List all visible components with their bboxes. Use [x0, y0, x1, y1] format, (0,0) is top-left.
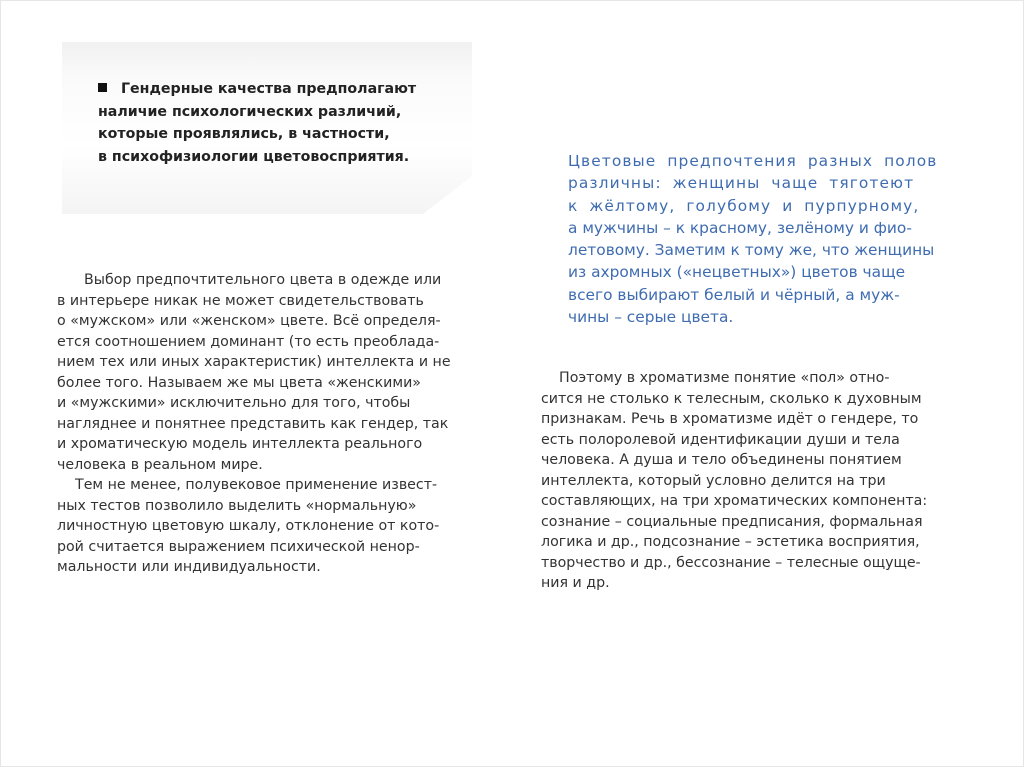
text-line: [57, 455, 487, 476]
line-text: нием тех или иных характеристик) интеллекта и не: [57, 354, 451, 370]
text-line: [57, 475, 487, 496]
text-line: [568, 150, 978, 172]
text-line: [541, 368, 981, 389]
line-text: составляющих, на три хроматических компонента:: [541, 493, 928, 509]
line-text: человека. А душа и тело объединены понятием: [541, 452, 902, 468]
text-line: [57, 537, 487, 558]
text-line: [568, 306, 978, 328]
line-text: а мужчины – к красному, зелёному и фио-: [568, 218, 912, 237]
line-text: в интерьере никак не может свидетельствовать: [57, 292, 424, 309]
text-line: [57, 496, 487, 517]
text-line: [541, 491, 981, 512]
line-text: всего выбирают белый и чёрный, а муж-: [568, 285, 900, 304]
text-line: [98, 123, 416, 146]
text-line: [541, 512, 981, 533]
text-line: [57, 270, 487, 291]
line-text: более того. Называем же мы цвета «женскими»: [57, 374, 421, 391]
line-text: мальности или индивидуальности.: [57, 559, 321, 575]
text-line: [568, 172, 978, 194]
text-line: [57, 291, 487, 312]
text-line: [57, 414, 487, 435]
text-line: [541, 573, 981, 594]
note-text: [98, 78, 416, 168]
line-text: к жёлтому, голубому и пурпурному,: [568, 196, 920, 215]
left-column-text: [57, 270, 487, 578]
text-line: [57, 434, 487, 455]
line-text: о «мужском» или «женском» цвете. Всё определя-: [57, 313, 441, 329]
text-line: [98, 78, 416, 101]
line-text: и «мужскими» исключительно для того, чтобы: [57, 395, 411, 411]
text-line: [57, 352, 487, 373]
text-line: [541, 553, 981, 574]
line-text: рой считается выражением психической ненор-: [57, 538, 420, 555]
line-text: интеллекта, который условно делится на три: [541, 472, 886, 489]
line-text: Гендерные качества предполагают: [121, 81, 417, 97]
text-line: [57, 516, 487, 537]
text-line: [57, 373, 487, 394]
line-text: из ахромных («нецветных») цветов чаще: [568, 263, 906, 282]
text-line: [541, 430, 981, 451]
text-line: [568, 261, 978, 283]
text-line: [541, 450, 981, 471]
line-text: и хроматическую модель интеллекта реального: [57, 436, 423, 452]
text-line: [568, 217, 978, 239]
highlight-paragraph: [568, 150, 978, 328]
line-text: в психофизиологии цветовосприятия.: [98, 148, 410, 165]
line-text: Выбор предпочтительного цвета в одежде или: [57, 272, 442, 288]
line-text: сится не столько к телесным, сколько к духовным: [541, 390, 922, 407]
line-text: личностную цветовую шкалу, отклонение от кото-: [57, 518, 440, 534]
line-text: признакам. Речь в хроматизме идёт о гендере, то: [541, 411, 919, 427]
line-text: логика и др., подсознание – эстетика восприятия,: [541, 534, 920, 550]
text-line: [57, 311, 487, 332]
text-line: [57, 393, 487, 414]
line-text: ных тестов позволило выделить «нормальную»: [57, 497, 417, 514]
text-line: [568, 284, 978, 306]
text-line: [98, 101, 416, 124]
text-line: [57, 557, 487, 578]
line-text: сознание – социальные предписания, формальная: [541, 513, 923, 530]
text-line: [98, 146, 416, 169]
line-text: различны: женщины чаще тяготеют: [568, 174, 915, 193]
line-text: наличие психологических различий,: [98, 103, 402, 120]
text-line: [57, 332, 487, 353]
text-line: [541, 409, 981, 430]
line-text: есть полоролевой идентификации души и тела: [541, 431, 900, 448]
text-line: [541, 532, 981, 553]
line-text: Цветовые предпочтения разных полов: [568, 152, 938, 170]
text-line: [541, 471, 981, 492]
line-text: человека в реальном мире.: [57, 456, 263, 473]
line-text: ется соотношением доминант (то есть преоблада-: [57, 333, 440, 350]
line-text: нагляднее и понятнее представить как гендер, так: [57, 415, 449, 432]
bullet-icon: [98, 83, 107, 92]
right-column-text: [541, 368, 981, 594]
text-line: [541, 389, 981, 410]
line-text: творчество и др., бессознание – телесные ощуще-: [541, 554, 921, 571]
line-text: чины – серые цвета.: [568, 308, 734, 327]
line-text: Тем не менее, полувековое применение извест-: [57, 477, 438, 493]
line-text: летовому. Заметим к тому же, что женщины: [568, 241, 935, 260]
line-text: которые проявлялись, в частности,: [98, 126, 390, 142]
text-line: [568, 195, 978, 217]
text-line: [568, 239, 978, 261]
line-text: Поэтому в хроматизме понятие «пол» отно-: [541, 370, 890, 386]
line-text: ния и др.: [541, 575, 610, 591]
